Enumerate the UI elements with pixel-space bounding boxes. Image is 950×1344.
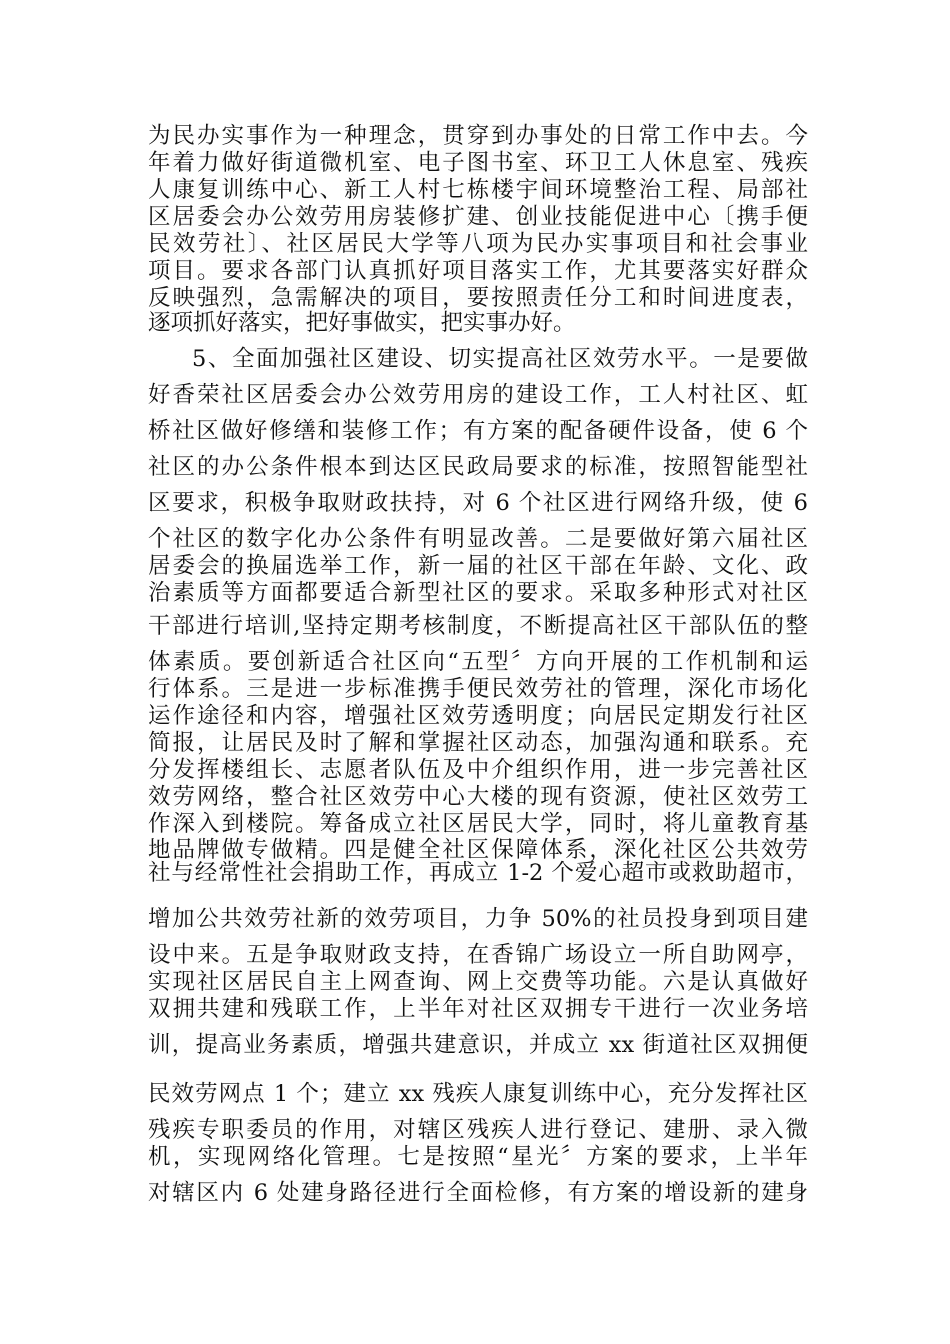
- section-heading-line: 5、全面加强社区建设、切实提高社区效劳水平。一是要做: [192, 346, 808, 372]
- text-line: 民效劳网点 1 个；建立 xx 残疾人康复训练中心，充分发挥社区: [148, 1081, 808, 1107]
- text-line: 体素质。要创新适合社区向“五型〞方向开展的工作机制和运: [148, 649, 808, 675]
- text-line: 社区的办公条件根本到达区民政局要求的标准，按照智能型社: [148, 454, 808, 480]
- text-line: 好香荣社区居委会办公效劳用房的建设工作，工人村社区、虹: [148, 382, 808, 408]
- text-line: 增加公共效劳社新的效劳项目，力争 50%的社员投身到项目建: [148, 906, 808, 932]
- text-line: 个社区的数字化办公条件有明显改善。二是要做好第六届社区: [148, 526, 808, 552]
- text-line: 实现社区居民自主上网查询、网上交费等功能。六是认真做好: [148, 969, 808, 995]
- text-line: 民效劳社〕、社区居民大学等八项为民办实事项目和社会事业: [148, 231, 808, 257]
- text-line: 人康复训练中心、新工人村七栋楼宇间环境整治工程、局部社: [148, 177, 808, 203]
- text-line: 地品牌做专做精。四是健全社区保障体系，深化社区公共效劳: [148, 837, 808, 863]
- text-line: 干部进行培训,坚持定期考核制度，不断提高社区干部队伍的整: [148, 613, 808, 639]
- text-line: 治素质等方面都要适合新型社区的要求。采取多种形式对社区: [148, 580, 808, 606]
- text-line: 反映强烈，急需解决的项目，要按照责任分工和时间进度表，: [148, 285, 808, 311]
- text-line: 年着力做好街道微机室、电子图书室、环卫工人休息室、残疾: [148, 150, 808, 176]
- text-line: 区居委会办公效劳用房装修扩建、创业技能促进中心〔携手便: [148, 204, 808, 230]
- text-line: 训，提高业务素质，增强共建意识，并成立 xx 街道社区双拥便: [148, 1032, 808, 1058]
- text-line: 为民办实事作为一种理念，贯穿到办事处的日常工作中去。今: [148, 123, 808, 149]
- text-line: 残疾专职委员的作用，对辖区残疾人进行登记、建册、录入微: [148, 1117, 808, 1143]
- text-line: 逐项抓好落实，把好事做实，把实事办好。: [148, 310, 576, 336]
- text-line: 项目。要求各部门认真抓好项目落实工作，尤其要落实好群众: [148, 258, 808, 284]
- text-line: 运作途径和内容，增强社区效劳透明度；向居民定期发行社区: [148, 703, 808, 729]
- text-line: 区要求，积极争取财政扶持，对 6 个社区进行网络升级，使 6: [148, 490, 808, 516]
- text-line: 桥社区做好修缮和装修工作；有方案的配备硬件设备，使 6 个: [148, 418, 808, 444]
- text-line: 行体系。三是进一步标准携手便民效劳社的管理，深化市场化: [148, 676, 808, 702]
- text-line: 作深入到楼院。筹备成立社区居民大学，同时，将儿童教育基: [148, 811, 808, 837]
- text-line: 对辖区内 6 处建身路径进行全面检修，有方案的增设新的建身: [148, 1180, 808, 1206]
- text-line: 简报，让居民及时了解和掌握社区动态，加强沟通和联系。充: [148, 730, 808, 756]
- text-line: 双拥共建和残联工作，上半年对社区双拥专干进行一次业务培: [148, 996, 808, 1022]
- text-line: 社与经常性社会捐助工作，再成立 1-2 个爱心超市或救助超市，: [148, 860, 808, 886]
- text-line: 效劳网络，整合社区效劳中心大楼的现有资源，使社区效劳工: [148, 784, 808, 810]
- text-line: 机，实现网络化管理。七是按照“星光〞方案的要求，上半年: [148, 1144, 808, 1170]
- text-line: 设中来。五是争取财政支持，在香锦广场设立一所自助网亭，: [148, 942, 808, 968]
- text-line: 分发挥楼组长、志愿者队伍及中介组织作用，进一步完善社区: [148, 757, 808, 783]
- text-line: 居委会的换届选举工作，新一届的社区干部在年龄、文化、政: [148, 553, 808, 579]
